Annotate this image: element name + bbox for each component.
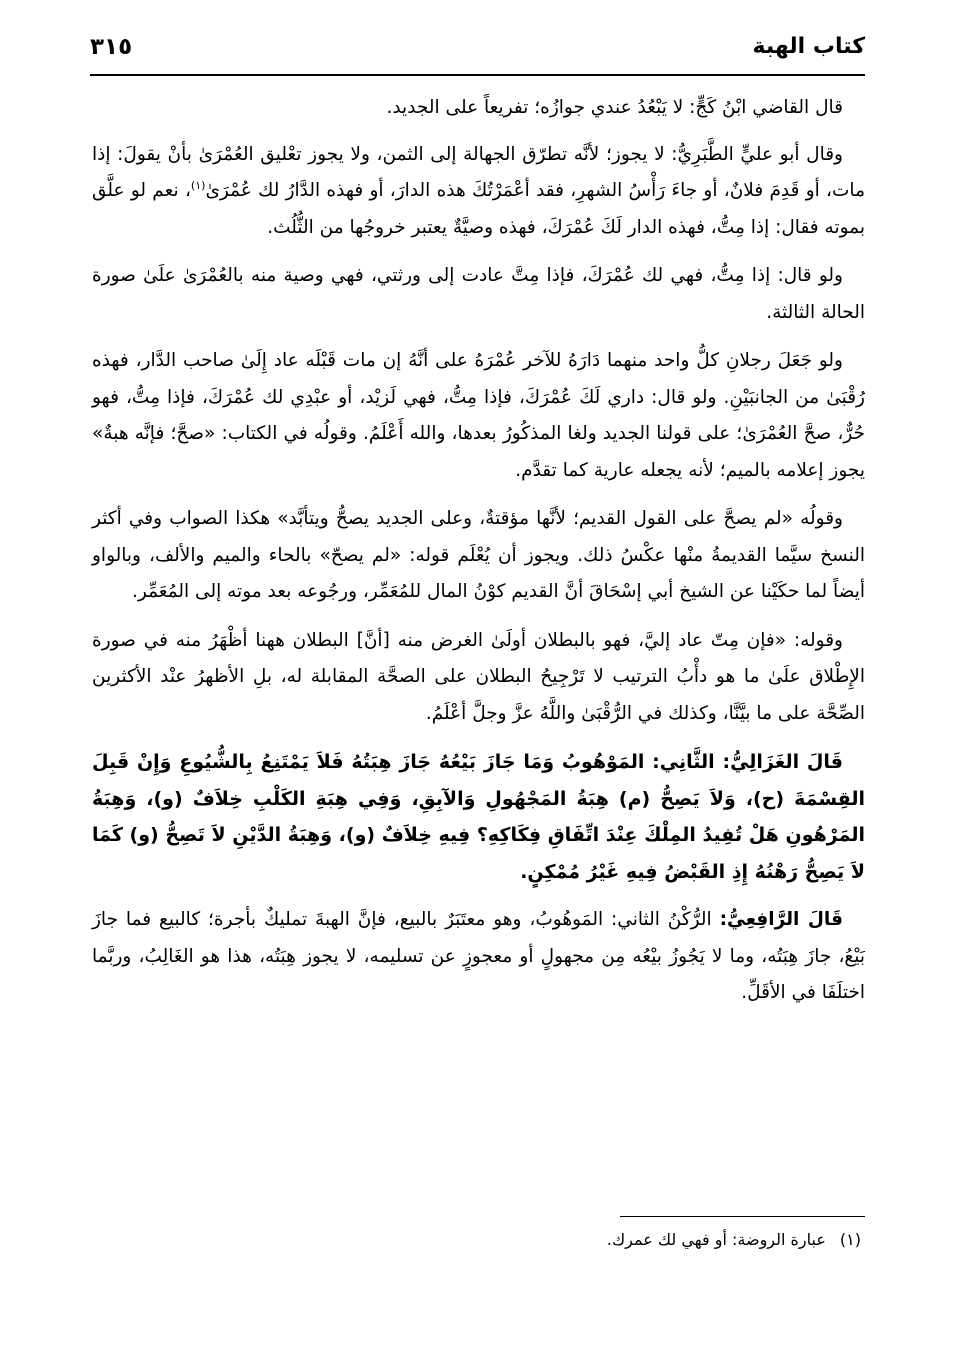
paragraph-tabari-part2: ، نعم لو علَّق بموته فقال: إذا مِتُّ، فهذه الدار لَكَ عُمْرَكَ، فهذه وصيَّةٌ يعتبر خروجُها من الثُّلُث. [92,180,865,238]
ghazali-matn: قَالَ الغَزَالِيُّ: الثَّانِي: المَوْهُوبُ وَمَا جَازَ بَيْعُهُ جَازَ هِبَتُهُ فَلاَ يَمْتَنِعُ بِالشُّيُوعِ وَإِنْ قَبِلَ القِسْمَةَ (ح)، وَلاَ يَصِحُّ (م) هِبَةُ المَجْهُولِ وَالآبِقِ، وَفِي هِبَةِ الكَلْبِ خِلاَفٌ (و)، وَهِبَةُ المَرْهُونِ هَلْ تُفِيدُ المِلْكَ عِنْدَ اتِّفَاقِ فِكَاكِهِ؟ فِيهِ خِلاَفٌ (و)، وَهِبَةُ الدَّيْنِ لاَ تَصِحُّ (و) كَمَا لاَ يَصِحُّ رَهْنُهُ إِذِ القَبْضُ فِيهِ غَيْرُ مُمْكِنٍ. [92,751,865,883]
paragraph-wasiyya: ولو قال: إذا مِتُّ، فهي لك عُمْرَكَ، فإذا مِتَّ عادت إلى ورثتي، فهي وصية منه بالعُمْرَىٰ علَىٰ صورة الحالة الثالثة. [92,265,865,323]
paragraph-ruqba: ولو جَعَلَ رجلانِ كلُّ واحد منهما دَارَهُ للآخر عُمْرَهُ على أنَّهُ إن مات قَبْلَه عاد إِلَىٰ صاحب الدَّار، فهذه رُقْبَىٰ من الجانبَيْنِ. ولو قال: داري لَكَ عُمْرَكَ، فإذا مِتُّ، فهي لَزيْد، أو عبْدِي لك عُمْرَكَ، فإذا مِتُّ، فهو حُرٌّ، صحَّ العُمْرَىٰ؛ على قولنا الجديد ولغا المذكُورُ بعدها، والله أَعْلَمُ. وقولُه في الكتاب: «صحَّ؛ فإنَّه هبةٌ» يجوز إعلامه بالميم؛ لأنه يجعله عارية كما تقدَّم. [92,350,865,481]
paragraph-tabari-part1: وقال أبو عليٍّ الطَّبَرِيُّ: لا يجوز؛ لأنَّه تطرّق الجهالة إلى الثمن، ولا يجوز تعْليق العُمْرَىٰ بأنْ يقولَ: إذا مات، أو قَدِمَ فلانٌ، أو جاءَ رَأْسُ الشهرِ، فقد أعْمَرْتُكَ هذه الدارَ، أو فهذه الدَّارُ لك عُمْرَىٰ [92,143,865,201]
paragraph-ibn-kajj: قال القاضي ابْنُ كَجٍّ: لا يَبْعُدُ عندي جوازُه؛ تفريعاً على الجديد. [386,97,843,118]
paragraph-tabari [92,137,865,247]
main-text [92,90,865,1024]
footnote-number: (١) [839,1230,861,1249]
footnote [161,1226,861,1254]
footnote-reference[interactable]: (١) [190,178,206,192]
page-number: ٣١٥ [90,34,133,60]
paragraph-qadim: وقولُه «لم يصحَّ على القول القديم؛ لأنَّها مؤقتةٌ، وعلى الجديد يصحُّ ويتأبَّد» هكذا الصواب وفي أكثر النسخ سيَّما القديمةُ منْها عكْسُ ذلك. ويجوز أن يُعْلَم قوله: «لم يصحّ» بالحاء والميم والألف، وبالواو أيضاً لما حكَيْنا عن الشيخ أبي إسْحَاقَ أنَّ القديم كوْنُ المال للمُعَمِّر، ورجُوعه بعد موته إلى المُعَمِّر. [92,508,865,602]
footnote-divider [620,1216,865,1217]
rafii-sharh [92,902,865,1012]
page-header [90,30,865,76]
rafii-text: الرُّكْنُ الثاني: المَوهُوبُ، وهو معتَبَرٌ بالبيع، فإنَّ الهبةَ تمليكٌ بأجرة؛ كالبيع فما جازَ بَيْعُ، جازَ هِبَتُه، وما لا يَجُوزُ بيْعُه مِن مجهولٍ أو معجوزٍ عن تسليمه، لا يجوز هِبَتُه، هذا هو الغَالِبُ، وربَّما اختلَفَا في الأقَلِّ. [92,909,865,1003]
rafii-label: قَالَ الرَّافِعِيُّ: [719,909,843,930]
footnote-text: عبارة الروضة: أو فهي لك عمرك. [606,1230,826,1249]
paragraph-butlan: وقوله: «فإن مِتّ عاد إليَّ، فهو بالبطلان أولَىٰ الغرض منه [أنَّ] البطلان ههنا أظْهَرُ منه في صورة الإِطْلاق علَىٰ ما هو دأْبُ الترتيب لا تَرْجِيحُ البطلان على الصحَّة المقابلة له، بلِ الأظهرُ عنْد الأكثرين الصِّحَّة على ما بيَّنَّا، وكذلك في الرُّقْبَىٰ واللَّهُ عزَّ وجلَّ أعْلَمُ. [92,629,865,724]
running-title: كتاب الهبة [752,34,865,59]
